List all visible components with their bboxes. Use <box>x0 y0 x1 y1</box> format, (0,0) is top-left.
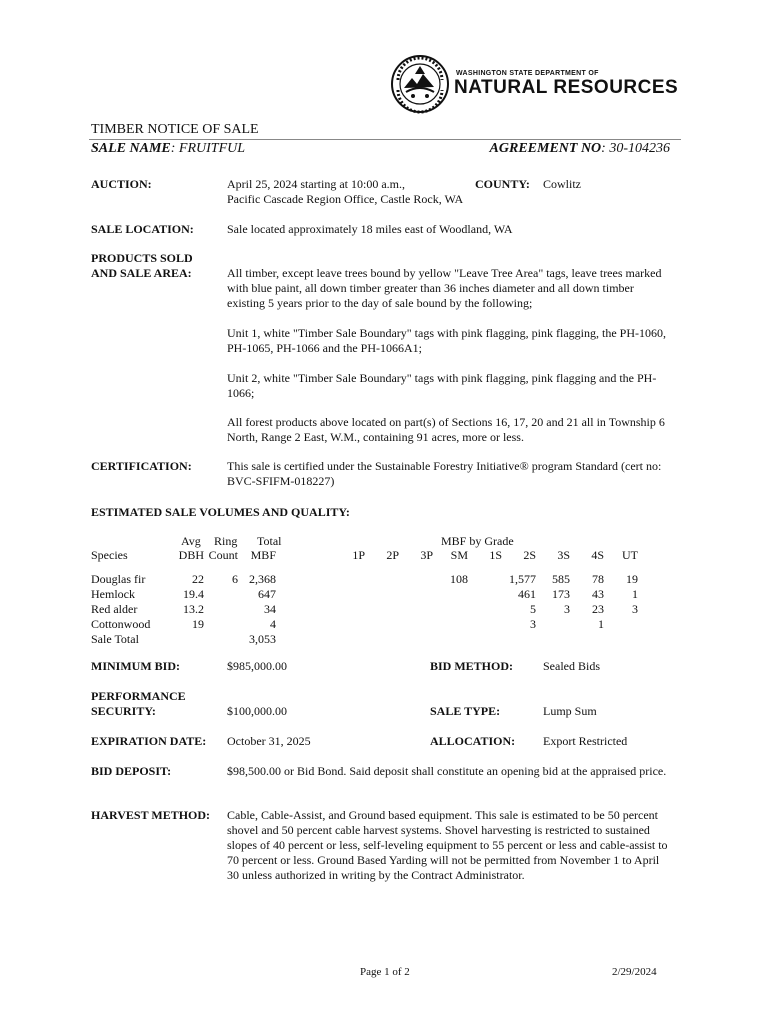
expiration-value: October 31, 2025 <box>227 734 311 748</box>
sale-type-value: Lump Sum <box>543 704 597 718</box>
avg-header: Avg <box>181 534 201 548</box>
grade-cell: 5 <box>530 602 536 616</box>
grade-header-1p: 1P <box>352 548 365 562</box>
grade-cell <box>399 572 433 587</box>
mbf-header: MBF <box>250 548 276 562</box>
grade-cell <box>468 617 502 632</box>
grade-cell: 19 <box>626 572 638 586</box>
minimum-bid-value: $985,000.00 <box>227 659 287 673</box>
grade-cell <box>433 617 468 632</box>
volumes-heading: ESTIMATED SALE VOLUMES AND QUALITY: <box>91 505 350 519</box>
ring-count-cell <box>204 602 238 617</box>
performance-value: $100,000.00 <box>227 704 287 718</box>
auction-line1: April 25, 2024 starting at 10:00 a.m., <box>227 177 405 191</box>
grade-cell <box>468 632 502 647</box>
table-row <box>91 572 638 587</box>
grade-cell: 461 <box>518 587 536 601</box>
grade-cell <box>399 632 433 647</box>
grade-cell: 3 <box>530 617 536 631</box>
title-rule <box>89 139 681 140</box>
grade-header-sm: SM <box>450 548 468 562</box>
allocation-label: ALLOCATION: <box>430 734 516 748</box>
performance-label-1: PERFORMANCE <box>91 689 186 703</box>
mbf-by-grade-header: MBF by Grade <box>441 534 514 548</box>
grade-cell <box>570 632 604 647</box>
grade-cell <box>276 572 365 587</box>
grade-cell <box>433 632 468 647</box>
grade-cell <box>365 632 399 647</box>
total-mbf-cell: 2,368 <box>249 572 276 586</box>
species-header: Species <box>91 548 128 562</box>
total-mbf-cell: 4 <box>270 617 276 631</box>
sale-name <box>91 141 245 157</box>
harvest-method-label: HARVEST METHOD: <box>91 808 211 822</box>
certification-label: CERTIFICATION: <box>91 459 192 473</box>
harvest-method-text: Cable, Cable-Assist, and Ground based equipment. This sale is estimated to be 50 percent shovel and 50 percent cable harvest systems. Shovel harvesting is restricted to sustained slopes of 40 percent or less, self-leveling equipment to 55 percent or less and cable-assist to 70 percent or less. Ground Based Yarding will not be permitted from November 1 to April 30 unless authorized in writing by the Contract Administrator. <box>227 808 668 882</box>
grade-cell <box>399 617 433 632</box>
grade-cell <box>276 587 365 602</box>
agreement-value: : 30-104236 <box>601 141 670 156</box>
grade-cell <box>468 602 502 617</box>
products-label-2: AND SALE AREA: <box>91 266 192 280</box>
grade-header-ut: UT <box>622 548 638 562</box>
total-mbf-cell: 647 <box>258 587 276 601</box>
total-header: Total <box>257 534 282 548</box>
species-cell: Cottonwood <box>91 617 151 631</box>
grade-cell <box>502 632 536 647</box>
grade-cell: 1 <box>632 587 638 601</box>
grade-cell: 78 <box>592 572 604 586</box>
ring-count-cell: 6 <box>232 572 238 586</box>
species-cell: Sale Total <box>91 632 139 646</box>
table-row <box>91 617 638 632</box>
grade-cell: 173 <box>552 587 570 601</box>
grade-cell <box>604 617 638 632</box>
ring-count-cell <box>204 632 238 647</box>
table-row <box>91 632 638 647</box>
grade-cell <box>536 617 570 632</box>
sale-name-value: : FRUITFUL <box>170 141 246 156</box>
grade-cell <box>604 632 638 647</box>
grade-cell: 1 <box>598 617 604 631</box>
grade-header-1s: 1S <box>489 548 502 562</box>
grade-cell <box>365 572 399 587</box>
minimum-bid-label: MINIMUM BID: <box>91 659 180 673</box>
performance-label-2: SECURITY: <box>91 704 156 718</box>
certification-text: This sale is certified under the Sustainable Forestry Initiative® program Standard (cert no: BVC-SFIFM-018227) <box>227 459 662 488</box>
volumes-table <box>91 548 638 647</box>
species-cell: Red alder <box>91 602 138 616</box>
sale-type-label: SALE TYPE: <box>430 704 501 718</box>
grade-header-3p: 3P <box>420 548 433 562</box>
table-row <box>91 587 638 602</box>
grade-header-4s: 4S <box>591 548 604 562</box>
total-mbf-cell: 3,053 <box>249 632 276 646</box>
ring-count-cell <box>204 617 238 632</box>
sale-name-label: SALE NAME <box>91 141 171 156</box>
department-name: WASHINGTON STATE DEPARTMENT OF <box>456 70 599 77</box>
dnr-logo <box>390 54 679 114</box>
agreement-number <box>490 141 670 157</box>
grade-cell <box>276 602 365 617</box>
grade-cell: 585 <box>552 572 570 586</box>
products-paragraph-3: Unit 2, white "Timber Sale Boundary" tags with pink flagging, pink flagging and the PH-1066; <box>227 371 657 400</box>
ring-header: Ring <box>214 534 238 548</box>
grade-cell: 3 <box>632 602 638 616</box>
county-value: Cowlitz <box>543 177 581 191</box>
products-label-1: PRODUCTS SOLD <box>91 251 193 265</box>
expiration-label: EXPIRATION DATE: <box>91 734 207 748</box>
bid-method-label: BID METHOD: <box>430 659 514 673</box>
dbh-header: DBH <box>178 548 204 562</box>
bid-method-value: Sealed Bids <box>543 659 600 673</box>
dnr-seal-icon <box>390 54 450 114</box>
grade-cell: 3 <box>564 602 570 616</box>
species-cell: Douglas fir <box>91 572 146 586</box>
table-row <box>91 602 638 617</box>
sale-location-label: SALE LOCATION: <box>91 222 194 236</box>
ring-count-cell <box>204 587 238 602</box>
auction-line2: Pacific Cascade Region Office, Castle Rock, WA <box>227 192 464 206</box>
grade-cell: 43 <box>592 587 604 601</box>
dbh-cell: 19.4 <box>183 587 204 601</box>
products-paragraph-1: All timber, except leave trees bound by yellow "Leave Tree Area" tags, leave trees marked with blue paint, all down timber greater than 36 inches diameter and all down timber existing 5 years prior to the day of sale bound by the following; <box>227 266 662 310</box>
grade-cell <box>399 602 433 617</box>
grade-cell <box>276 617 365 632</box>
grade-header-3s: 3S <box>557 548 570 562</box>
grade-header-2s: 2S <box>523 548 536 562</box>
dbh-cell: 19 <box>192 617 204 631</box>
document-date: 2/29/2024 <box>612 966 657 978</box>
auction-label: AUCTION: <box>91 177 152 191</box>
grade-cell <box>365 602 399 617</box>
products-paragraph-2: Unit 1, white "Timber Sale Boundary" tags with pink flagging, pink flagging, the PH-1060, PH-1065, PH-1066 and the PH-1066A1; <box>227 326 666 355</box>
grade-cell <box>536 632 570 647</box>
volumes-header-row <box>91 548 638 563</box>
count-header: Count <box>208 548 238 562</box>
grade-cell: 1,577 <box>509 572 536 586</box>
sale-location-text: Sale located approximately 18 miles east of Woodland, WA <box>227 222 513 236</box>
county-label: COUNTY: <box>475 177 530 191</box>
species-cell: Hemlock <box>91 587 135 601</box>
allocation-value: Export Restricted <box>543 734 628 748</box>
grade-cell <box>433 587 468 602</box>
grade-cell <box>399 587 433 602</box>
total-mbf-cell: 34 <box>264 602 276 616</box>
grade-cell: 108 <box>450 572 468 586</box>
grade-header-2p: 2P <box>386 548 399 562</box>
page-title: TIMBER NOTICE OF SALE <box>91 122 259 137</box>
dbh-cell: 22 <box>192 572 204 586</box>
grade-cell <box>433 602 468 617</box>
bid-deposit-text: $98,500.00 or Bid Bond. Said deposit shall constitute an opening bid at the appraised price. <box>227 764 667 778</box>
grade-cell <box>276 632 365 647</box>
grade-cell <box>365 587 399 602</box>
dbh-cell: 13.2 <box>183 602 204 616</box>
agreement-label: AGREEMENT NO <box>489 141 602 156</box>
products-paragraph-4: All forest products above located on part(s) of Sections 16, 17, 20 and 21 all in Township 6 North, Range 2 East, W.M., containing 91 acres, more or less. <box>227 415 665 444</box>
grade-cell <box>468 572 502 587</box>
grade-cell: 23 <box>592 602 604 616</box>
dbh-cell <box>176 632 204 647</box>
grade-cell <box>365 617 399 632</box>
grade-cell <box>468 587 502 602</box>
bid-deposit-label: BID DEPOSIT: <box>91 764 172 778</box>
page-number: Page 1 of 2 <box>360 966 410 978</box>
agency-name: NATURAL RESOURCES <box>454 77 679 98</box>
